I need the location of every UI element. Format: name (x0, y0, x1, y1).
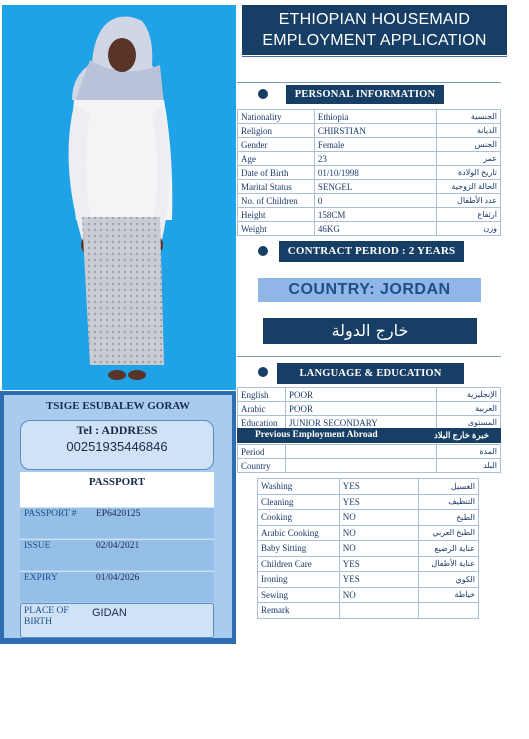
row-label-arabic: عمر (437, 152, 501, 166)
skills-table (257, 478, 479, 619)
table-row (258, 541, 479, 557)
skill-label-arabic: الغسيل (419, 479, 479, 495)
row-label: Education (238, 416, 286, 430)
skill-label: Ironing (258, 572, 340, 588)
address-title: Tel : ADDRESS (76, 423, 158, 437)
skill-value: YES (339, 572, 418, 588)
row-value: POOR (285, 388, 436, 402)
row-label-arabic: وزن (437, 222, 501, 236)
table-row (258, 572, 479, 588)
issue-label: ISSUE (24, 541, 51, 551)
skill-value: NO (339, 525, 418, 541)
row-value: Ethiopia (314, 110, 436, 124)
table-row (238, 152, 501, 166)
table-row (258, 494, 479, 510)
table-row (238, 124, 501, 138)
row-value: 23 (314, 152, 436, 166)
row-label-arabic: عدد الأطفال (437, 194, 501, 208)
table-row (238, 166, 501, 180)
table-row (238, 459, 501, 473)
skill-label-arabic: عناية الأطفال (419, 556, 479, 572)
skill-label: Washing (258, 479, 340, 495)
skill-value (339, 603, 418, 619)
skill-label-arabic: خياطة (419, 587, 479, 603)
table-row (258, 603, 479, 619)
row-label: Date of Birth (238, 166, 315, 180)
phone-number: 00251935446846 (66, 439, 168, 454)
table-row (238, 138, 501, 152)
country-arabic-bar: خارج الدولة (263, 318, 477, 344)
skill-label-arabic: الطبخ العربي (419, 525, 479, 541)
previous-employment-heading-ar: خبرة خارج البلاد (433, 430, 489, 440)
row-label: Country (238, 459, 286, 473)
table-row (238, 388, 501, 402)
row-label-arabic: تاريخ الولادة (437, 166, 501, 180)
skill-label: Remark (258, 603, 340, 619)
row-label: Religion (238, 124, 315, 138)
previous-employment-table (237, 444, 501, 473)
form-title-line1: ETHIOPIAN HOUSEMAID (278, 11, 471, 28)
row-label: Gender (238, 138, 315, 152)
row-value: CHIRSTIAN (314, 124, 436, 138)
table-row (258, 479, 479, 495)
previous-employment-heading (237, 428, 501, 443)
divider (237, 356, 501, 357)
skill-label-arabic: الطبخ (419, 510, 479, 526)
row-label-arabic: المستوى (437, 416, 501, 430)
skill-value: NO (339, 510, 418, 526)
table-row (238, 194, 501, 208)
contract-period-heading: CONTRACT PERIOD : 2 YEARS (279, 241, 464, 262)
form-title (242, 5, 507, 55)
row-label: No. of Children (238, 194, 315, 208)
personal-info-heading: PERSONAL INFORMATION (286, 85, 444, 104)
table-row (238, 445, 501, 459)
bullet-icon (258, 89, 268, 99)
table-row (238, 222, 501, 236)
row-value (285, 459, 436, 473)
language-table (237, 387, 501, 430)
passport-title: PASSPORT (88, 476, 146, 488)
language-education-heading: LANGUAGE & EDUCATION (277, 363, 464, 384)
country-box: COUNTRY: JORDAN (258, 278, 481, 302)
row-value: SENGEL (314, 180, 436, 194)
skill-value: NO (339, 587, 418, 603)
row-label-arabic: المدة (437, 445, 501, 459)
skill-value: YES (339, 494, 418, 510)
skill-label: Cleaning (258, 494, 340, 510)
table-row (258, 510, 479, 526)
table-row (258, 587, 479, 603)
table-row (238, 402, 501, 416)
place-of-birth: GIDAN (92, 607, 127, 619)
table-row (258, 525, 479, 541)
skill-label-arabic: الكوي (419, 572, 479, 588)
skill-label-arabic: التنظيف (419, 494, 479, 510)
skill-label-arabic (419, 603, 479, 619)
previous-employment-heading-en: Previous Employment Abroad (255, 430, 378, 440)
row-label-arabic: البلد (437, 459, 501, 473)
bullet-icon (258, 367, 268, 377)
divider (237, 82, 501, 83)
row-label: Arabic (238, 402, 286, 416)
row-label-arabic: الجنسية (437, 110, 501, 124)
place-of-birth-label-line2: BIRTH (24, 617, 52, 627)
row-value: 46KG (314, 222, 436, 236)
form-title-line2: EMPLOYMENT APPLICATION (262, 32, 487, 49)
applicant-name: TSIGE ESUBALEW GORAW (45, 400, 191, 412)
row-label-arabic: ارتفاع (437, 208, 501, 222)
skill-label: Cooking (258, 510, 340, 526)
row-label: Weight (238, 222, 315, 236)
passport-number-label: PASSPORT # (24, 509, 77, 519)
row-value: 158CM (314, 208, 436, 222)
row-label: Nationality (238, 110, 315, 124)
skill-label: Children Care (258, 556, 340, 572)
expiry-date: 01/04/2026 (96, 573, 140, 583)
header-divider (242, 56, 507, 57)
bullet-icon (258, 246, 268, 256)
applicant-photo (2, 5, 236, 390)
skill-label: Baby Sitting (258, 541, 340, 557)
row-value: 0 (314, 194, 436, 208)
row-label: Height (238, 208, 315, 222)
row-label-arabic: الديانة (437, 124, 501, 138)
row-label: Marital Status (238, 180, 315, 194)
skill-value: YES (339, 479, 418, 495)
row-label-arabic: العربية (437, 402, 501, 416)
row-label-arabic: الحالة الزوجية (437, 180, 501, 194)
personal-info-table (237, 109, 501, 236)
row-value: 01/10/1998 (314, 166, 436, 180)
row-label: English (238, 388, 286, 402)
place-of-birth-label (24, 606, 69, 628)
table-row (258, 556, 479, 572)
skill-label: Sewing (258, 587, 340, 603)
row-value (285, 445, 436, 459)
applicant-photo-illustration (2, 5, 236, 390)
expiry-label: EXPIRY (24, 573, 58, 583)
table-row (238, 180, 501, 194)
row-value: Female (314, 138, 436, 152)
table-row (238, 208, 501, 222)
issue-date: 02/04/2021 (96, 541, 140, 551)
table-row (238, 110, 501, 124)
row-label: Age (238, 152, 315, 166)
row-value: JUNIOR SECONDARY (285, 416, 436, 430)
place-of-birth-label-line1: PLACE OF (24, 606, 69, 616)
passport-number: EP6420125 (96, 509, 141, 519)
row-label-arabic: الجنس (437, 138, 501, 152)
skill-value: NO (339, 541, 418, 557)
row-value: POOR (285, 402, 436, 416)
skill-value: YES (339, 556, 418, 572)
row-label: Period (238, 445, 286, 459)
row-label-arabic: الإنجليزية (437, 388, 501, 402)
skill-label-arabic: عناية الرضيع (419, 541, 479, 557)
skill-label: Arabic Cooking (258, 525, 340, 541)
